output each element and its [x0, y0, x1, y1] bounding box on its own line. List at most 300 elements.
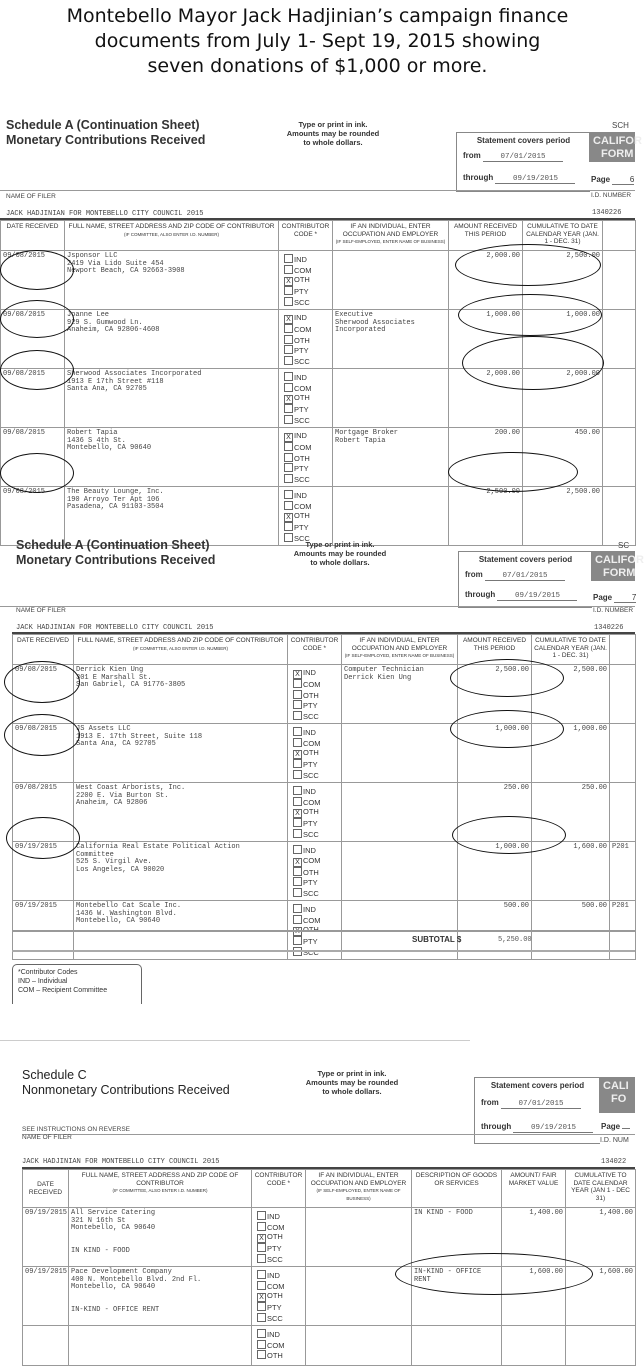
code-option-ind[interactable] — [293, 786, 339, 797]
code-label: COM — [294, 383, 312, 393]
checkbox-com[interactable] — [293, 738, 302, 747]
code-option-scc[interactable] — [293, 711, 339, 722]
contributor-code-cell — [252, 1208, 306, 1267]
code-label: IND — [294, 313, 307, 322]
checkbox-ind[interactable]: X — [284, 433, 293, 442]
checkbox-com[interactable] — [284, 442, 293, 451]
checkbox-scc[interactable] — [293, 829, 302, 838]
id-number-value: 134022 — [601, 1158, 627, 1166]
code-option-ind[interactable] — [293, 727, 339, 738]
checkbox-pty[interactable] — [284, 345, 293, 354]
goods-services-description-line: IN KIND - FOOD — [414, 1209, 473, 1217]
checkbox-oth[interactable] — [293, 867, 302, 876]
filer-name: JACK HADJINIAN FOR MONTEBELLO CITY COUNCIL 2015 — [16, 624, 214, 632]
checkbox-com[interactable] — [284, 265, 293, 274]
checkbox-ind[interactable] — [284, 254, 293, 263]
headline — [0, 4, 635, 79]
code-label: COM — [267, 1340, 285, 1350]
contributor-name-address-line: 321 N 16th St — [71, 1216, 126, 1225]
checkbox-pty[interactable] — [257, 1243, 266, 1252]
code-option-oth[interactable] — [284, 453, 330, 464]
code-label: SCC — [303, 888, 319, 898]
page-label: Page — [593, 593, 613, 602]
checkbox-scc[interactable] — [293, 888, 302, 897]
code-option-oth[interactable] — [257, 1350, 303, 1361]
code-label: OTH — [303, 748, 319, 757]
contributor-name-address-line: Santa Ana, CA 92705 — [76, 740, 156, 748]
occupation-employer — [333, 428, 449, 487]
code-option-pty[interactable] — [284, 286, 330, 297]
contributor-name-address — [69, 1326, 252, 1366]
extra-code — [610, 724, 636, 783]
checkbox-oth[interactable]: X — [293, 927, 302, 936]
date-received: 09/08/2015 — [13, 665, 74, 724]
code-option-com[interactable] — [284, 265, 330, 276]
code-option-ind[interactable] — [284, 313, 330, 324]
schedule-c-sheet — [0, 1068, 635, 1360]
code-option-scc[interactable] — [257, 1254, 303, 1265]
schedule-a-sheet-page-6 — [0, 118, 642, 543]
period-from — [465, 570, 565, 581]
extra-code — [610, 783, 636, 842]
ink-note-line: Type or print in ink. — [298, 120, 368, 129]
through-label: through — [465, 590, 496, 599]
code-option-com[interactable] — [284, 442, 330, 453]
extra-code — [610, 665, 636, 724]
col-extra-header — [603, 221, 636, 251]
code-option-ind[interactable] — [257, 1211, 303, 1222]
checkbox-com[interactable]: X — [293, 858, 302, 867]
checkbox-pty[interactable] — [257, 1302, 266, 1311]
table-row — [1, 428, 636, 487]
code-option-ind[interactable] — [293, 845, 339, 856]
id-number-value: 1340226 — [592, 209, 622, 217]
see-instructions-note: SEE INSTRUCTIONS ON REVERSE — [22, 1126, 130, 1133]
header-text: CUMULATIVE TO DATE CALENDAR YEAR (JAN 1 - DEC 31) — [571, 1172, 630, 1202]
fair-market-value: 1,600.00 — [502, 1267, 566, 1326]
checkbox-scc[interactable] — [293, 770, 302, 779]
checkbox-ind[interactable] — [257, 1329, 266, 1338]
from-value: 07/01/2015 — [485, 572, 565, 581]
ink-note-line: Amounts may be rounded — [286, 129, 380, 138]
contributor-code-cell — [252, 1326, 306, 1366]
checkbox-scc[interactable] — [284, 474, 293, 483]
contributor-name-address-line: All Service Catering — [71, 1209, 156, 1217]
occupation-employer-line: Mortgage Broker — [335, 429, 399, 437]
checkbox-com[interactable] — [293, 797, 302, 806]
code-option-scc[interactable] — [284, 356, 330, 367]
checkbox-com[interactable] — [284, 501, 293, 510]
subtotal-value: 5,250.00 — [498, 936, 532, 944]
checkbox-scc[interactable] — [257, 1313, 266, 1322]
contributor-name-address-line: Anaheim, CA 92806 — [76, 799, 148, 807]
goods-services-description — [412, 1208, 502, 1267]
schedule-subtitle: Nonmonetary Contributions Received — [22, 1083, 230, 1097]
col-code-header — [279, 221, 333, 251]
schedule-corner-label: SC — [618, 541, 630, 550]
code-option-oth[interactable] — [293, 867, 339, 878]
code-label: IND — [294, 373, 307, 382]
table-header — [13, 635, 636, 665]
code-label: OTH — [267, 1232, 283, 1241]
code-label: IND — [303, 787, 316, 796]
checkbox-ind[interactable] — [293, 727, 302, 736]
code-option-pty[interactable] — [257, 1302, 303, 1313]
header-text: FULL NAME, STREET ADDRESS AND ZIP CODE OF CONTRIBUTOR — [77, 637, 284, 644]
id-number-label: I.D. NUMBER — [591, 192, 632, 199]
code-option-com[interactable] — [257, 1281, 303, 1292]
checkbox-com[interactable] — [284, 324, 293, 333]
contributor-name-address — [65, 251, 279, 310]
contributor-name-address-line: 400 N. Montebello Blvd. 2nd Fl. — [71, 1275, 202, 1284]
checkbox-com[interactable] — [284, 383, 293, 392]
contributor-name-address-line: Anaheim, CA 92806-4608 — [67, 326, 160, 334]
checkbox-ind[interactable] — [284, 490, 293, 499]
code-option-oth[interactable] — [293, 748, 339, 759]
fair-market-value: 1,400.00 — [502, 1208, 566, 1267]
code-option-com[interactable] — [257, 1222, 303, 1233]
code-option-oth[interactable] — [257, 1291, 303, 1302]
checkbox-ind[interactable] — [284, 372, 293, 381]
contributor-name-address-line: Newport Beach, CA 92663-3908 — [67, 267, 185, 275]
code-option-ind[interactable] — [284, 254, 330, 265]
code-label: OTH — [267, 1351, 283, 1360]
extra-code — [603, 428, 636, 487]
page-break-divider — [0, 1040, 470, 1041]
contributor-name-address-line: Los Angeles, CA 90020 — [76, 865, 165, 874]
cal-form-line: CALIFOR — [595, 554, 644, 566]
code-option-ind[interactable] — [257, 1329, 303, 1340]
id-number-label: I.D. NUMBER — [593, 607, 634, 614]
checkbox-scc[interactable] — [284, 356, 293, 365]
code-label: COM — [303, 855, 321, 865]
header-text: AMOUNT RECEIVED THIS PERIOD — [453, 223, 518, 238]
checkbox-oth[interactable] — [284, 453, 293, 462]
code-option-ind[interactable] — [293, 668, 339, 679]
sheet-title — [16, 538, 215, 568]
code-option-scc[interactable] — [257, 1313, 303, 1324]
amount-received: 1,000.00 — [458, 842, 532, 901]
california-form-banner — [599, 1077, 635, 1113]
cumulative-to-date: 1,400.00 — [566, 1208, 636, 1267]
checkbox-pty[interactable] — [293, 700, 302, 709]
contributor-name-address — [74, 783, 288, 842]
code-label: IND — [303, 668, 316, 677]
period-through — [481, 1122, 593, 1133]
amount-received: 200.00 — [449, 428, 523, 487]
code-label: PTY — [267, 1244, 282, 1253]
checkbox-scc[interactable] — [284, 297, 293, 306]
contributor-name-address — [74, 724, 288, 783]
checkbox-oth[interactable]: X — [257, 1234, 266, 1243]
occupation-employer-line: Derrick Kien Ung — [344, 673, 412, 682]
code-option-pty[interactable] — [284, 404, 330, 415]
contributor-name-address-line: Montebello, CA 90640 — [71, 1283, 156, 1291]
code-option-pty[interactable] — [284, 345, 330, 356]
checkbox-pty[interactable] — [284, 404, 293, 413]
code-option-pty[interactable] — [293, 700, 339, 711]
occupation-employer — [342, 724, 458, 783]
table-row — [13, 665, 636, 724]
contributor-code-cell — [279, 310, 333, 369]
code-label: COM — [303, 797, 321, 807]
date-received: 09/19/2015 — [13, 842, 74, 901]
cumulative-to-date — [566, 1326, 636, 1366]
spacer — [71, 1292, 249, 1307]
code-option-com[interactable] — [293, 856, 339, 867]
checkbox-ind[interactable]: X — [293, 670, 302, 679]
in-kind-note: IN-KIND - OFFICE RENT — [71, 1305, 160, 1314]
checkbox-ind[interactable] — [257, 1270, 266, 1279]
code-label: IND — [303, 846, 316, 855]
checkbox-ind[interactable] — [293, 845, 302, 854]
code-option-com[interactable] — [257, 1340, 303, 1351]
table-row — [13, 842, 636, 901]
header-text: IF AN INDIVIDUAL, ENTER OCCUPATION AND EMPLOYER — [310, 1172, 407, 1187]
date-received: 09/08/2015 — [1, 487, 65, 546]
contributor-name-address-line: Jsponsor LLC — [67, 252, 118, 260]
checkbox-com[interactable] — [257, 1281, 266, 1290]
page-value: 6 — [612, 175, 634, 185]
checkbox-pty[interactable] — [284, 286, 293, 295]
checkbox-ind[interactable] — [293, 786, 302, 795]
checkbox-pty[interactable] — [284, 522, 293, 531]
cumulative-to-date: 2,000.00 — [523, 369, 603, 428]
contributor-code-cell — [279, 369, 333, 428]
amount-received: 250.00 — [458, 783, 532, 842]
contributor-name-address-line: West Coast Arborists, Inc. — [76, 784, 186, 792]
ink-note — [302, 1069, 402, 1096]
table-body — [1, 251, 636, 546]
contributions-table — [0, 220, 636, 546]
checkbox-oth[interactable]: X — [284, 277, 293, 286]
header-note: (IF COMMITTEE, ALSO ENTER I.D. NUMBER) — [112, 1188, 208, 1193]
header-text: IF AN INDIVIDUAL, ENTER OCCUPATION AND EMPLOYER — [351, 637, 448, 652]
header-text: CONTRIBUTOR CODE * — [254, 1172, 303, 1187]
ink-note — [290, 540, 390, 567]
occupation-employer — [333, 310, 449, 369]
header-text: DATE RECEIVED — [6, 223, 59, 230]
cumulative-to-date: 500.00 — [532, 901, 610, 960]
contributor-name-address-line: Santa Ana, CA 92705 — [67, 385, 147, 393]
code-option-ind[interactable] — [284, 431, 330, 442]
checkbox-oth[interactable]: X — [293, 809, 302, 818]
code-label: PTY — [303, 937, 318, 946]
header-text: CONTRIBUTOR CODE * — [290, 637, 339, 652]
code-option-pty[interactable] — [293, 877, 339, 888]
code-option-scc[interactable] — [293, 770, 339, 781]
header-note: (IF COMMITTEE, ALSO ENTER I.D. NUMBER) — [123, 231, 219, 237]
code-option-ind[interactable] — [284, 372, 330, 383]
code-option-scc[interactable] — [284, 474, 330, 485]
col-occupation-header — [306, 1170, 412, 1208]
header-text: DATE RECEIVED — [28, 1181, 63, 1196]
table-row — [23, 1208, 636, 1267]
checkbox-oth[interactable]: X — [293, 750, 302, 759]
sheet-title — [22, 1068, 230, 1098]
extra-code — [603, 487, 636, 546]
page-number — [601, 1122, 630, 1131]
code-label: IND — [303, 905, 316, 914]
schedule-corner-label: SCH — [612, 121, 629, 130]
header-text: AMOUNT/ FAIR MARKET VALUE — [508, 1172, 559, 1187]
code-label: OTH — [267, 1291, 283, 1300]
checkbox-oth[interactable]: X — [284, 513, 293, 522]
code-label: PTY — [303, 701, 318, 710]
occupation-employer — [306, 1208, 412, 1267]
extra-code — [603, 310, 636, 369]
code-label: COM — [294, 265, 312, 275]
occupation-employer — [306, 1326, 412, 1366]
code-option-oth[interactable] — [284, 275, 330, 286]
code-option-pty[interactable] — [257, 1243, 303, 1254]
code-option-com[interactable] — [293, 797, 339, 808]
ink-note-line: Type or print in ink. — [305, 540, 375, 549]
code-label: PTY — [294, 346, 309, 355]
headline-line: seven donations of $1,000 or more. — [147, 55, 488, 77]
through-value: 09/19/2015 — [513, 1124, 593, 1133]
headline-line: documents from July 1- Sept 19, 2015 showing — [94, 30, 541, 52]
contributor-name-address-line: Montebello, CA 90640 — [67, 444, 152, 452]
header-text: CUMULATIVE TO DATE CALENDAR YEAR (JAN. 1 - DEC. 31) — [534, 637, 607, 659]
col-name-header — [69, 1170, 252, 1208]
statement-period-box — [458, 551, 592, 608]
date-received: 09/19/2015 — [23, 1208, 69, 1267]
divider — [0, 190, 635, 191]
amount-received: 2,500.00 — [449, 487, 523, 546]
code-option-pty[interactable] — [293, 936, 339, 947]
code-option-oth[interactable] — [284, 335, 330, 346]
divider — [22, 1134, 635, 1135]
contributor-name-address-line: San Gabriel, CA 91776-3805 — [76, 681, 186, 689]
headline-line: Montebello Mayor Jack Hadjinian’s campaign finance — [66, 5, 569, 27]
schedule-subtitle: Monetary Contributions Received — [16, 553, 216, 567]
cal-form-line: CALI — [603, 1080, 629, 1092]
contributor-name-address-line: Committee — [76, 850, 114, 859]
checkbox-com[interactable] — [257, 1222, 266, 1231]
contributor-name-address — [65, 369, 279, 428]
col-cumulative-header — [532, 635, 610, 665]
header-text: DATE RECEIVED — [17, 637, 69, 644]
filer-name: JACK HADJINIAN FOR MONTEBELLO CITY COUNCIL 2015 — [22, 1158, 220, 1166]
table-row — [1, 251, 636, 310]
checkbox-oth[interactable]: X — [284, 395, 293, 404]
code-label: SCC — [294, 356, 310, 366]
code-option-oth[interactable] — [257, 1232, 303, 1243]
contributor-name-address-line: 1913 E. 17th Street, Suite 118 — [76, 732, 203, 741]
nonmonetary-contributions-table — [22, 1169, 636, 1366]
contributor-name-address-line: 2200 E. Via Burton St. — [76, 791, 169, 800]
code-option-pty[interactable] — [293, 818, 339, 829]
col-occupation-header — [333, 221, 449, 251]
checkbox-com[interactable] — [293, 679, 302, 688]
extra-code — [603, 251, 636, 310]
checkbox-ind[interactable] — [257, 1211, 266, 1220]
occupation-employer-line: Robert Tapia — [335, 436, 386, 445]
code-option-com[interactable] — [293, 915, 339, 926]
code-option-com[interactable] — [284, 383, 330, 394]
checkbox-com[interactable] — [257, 1340, 266, 1349]
col-amount-header — [502, 1170, 566, 1208]
checkbox-scc[interactable] — [257, 1254, 266, 1263]
date-received: 09/08/2015 — [1, 369, 65, 428]
checkbox-pty[interactable] — [293, 818, 302, 827]
checkbox-ind[interactable] — [293, 904, 302, 913]
code-option-pty[interactable] — [284, 522, 330, 533]
contributor-name-address-line: Derrick Kien Ung — [76, 666, 144, 674]
checkbox-pty[interactable] — [293, 759, 302, 768]
contributor-name-address-line: JS Assets LLC — [76, 725, 131, 733]
through-label: through — [481, 1122, 512, 1131]
col-description-header — [412, 1170, 502, 1208]
cumulative-to-date: 250.00 — [532, 783, 610, 842]
code-option-scc[interactable] — [293, 829, 339, 840]
california-form-banner — [591, 551, 644, 581]
checkbox-oth[interactable] — [257, 1350, 266, 1359]
code-option-ind[interactable] — [293, 904, 339, 915]
code-option-pty[interactable] — [284, 463, 330, 474]
table-header — [1, 221, 636, 251]
code-option-oth[interactable] — [293, 690, 339, 701]
code-option-com[interactable] — [284, 501, 330, 512]
period-through — [465, 590, 577, 601]
code-option-ind[interactable] — [257, 1270, 303, 1281]
checkbox-scc[interactable] — [284, 415, 293, 424]
code-option-scc[interactable] — [284, 415, 330, 426]
col-amount-header — [449, 221, 523, 251]
ink-note-line: Amounts may be rounded — [293, 549, 387, 558]
code-option-oth[interactable] — [293, 807, 339, 818]
code-option-scc[interactable] — [284, 297, 330, 308]
code-option-scc[interactable] — [293, 888, 339, 899]
contributor-code-cell — [288, 724, 342, 783]
code-label: PTY — [303, 878, 318, 887]
checkbox-pty[interactable] — [293, 936, 302, 945]
legend-item: IND – Individual — [18, 978, 68, 985]
checkbox-ind[interactable]: X — [284, 315, 293, 324]
checkbox-oth[interactable] — [293, 690, 302, 699]
checkbox-oth[interactable] — [284, 335, 293, 344]
period-header: Statement covers period — [478, 555, 573, 564]
checkbox-scc[interactable] — [293, 711, 302, 720]
occupation-employer — [333, 487, 449, 546]
amount-received: 1,000.00 — [449, 310, 523, 369]
table-row — [23, 1267, 636, 1326]
code-option-pty[interactable] — [293, 759, 339, 770]
checkbox-pty[interactable] — [284, 463, 293, 472]
contributor-name-address — [65, 487, 279, 546]
checkbox-oth[interactable]: X — [257, 1293, 266, 1302]
code-option-oth[interactable] — [284, 393, 330, 404]
code-label: OTH — [294, 453, 310, 463]
filer-label: NAME OF FILER — [6, 193, 56, 200]
code-option-com[interactable] — [293, 679, 339, 690]
checkbox-com[interactable] — [293, 915, 302, 924]
code-label: SCC — [303, 947, 319, 957]
table-row — [1, 487, 636, 546]
code-label: SCC — [303, 829, 319, 839]
col-extra-header — [610, 635, 636, 665]
code-option-com[interactable] — [293, 738, 339, 749]
code-option-oth[interactable] — [284, 511, 330, 522]
code-option-ind[interactable] — [284, 490, 330, 501]
contributor-name-address-line: Pasadena, CA 91103-3504 — [67, 503, 164, 511]
code-option-com[interactable] — [284, 324, 330, 335]
cal-form-line: FORM — [603, 567, 636, 579]
checkbox-pty[interactable] — [293, 877, 302, 886]
code-label: PTY — [294, 523, 309, 532]
contributor-code-cell — [279, 428, 333, 487]
